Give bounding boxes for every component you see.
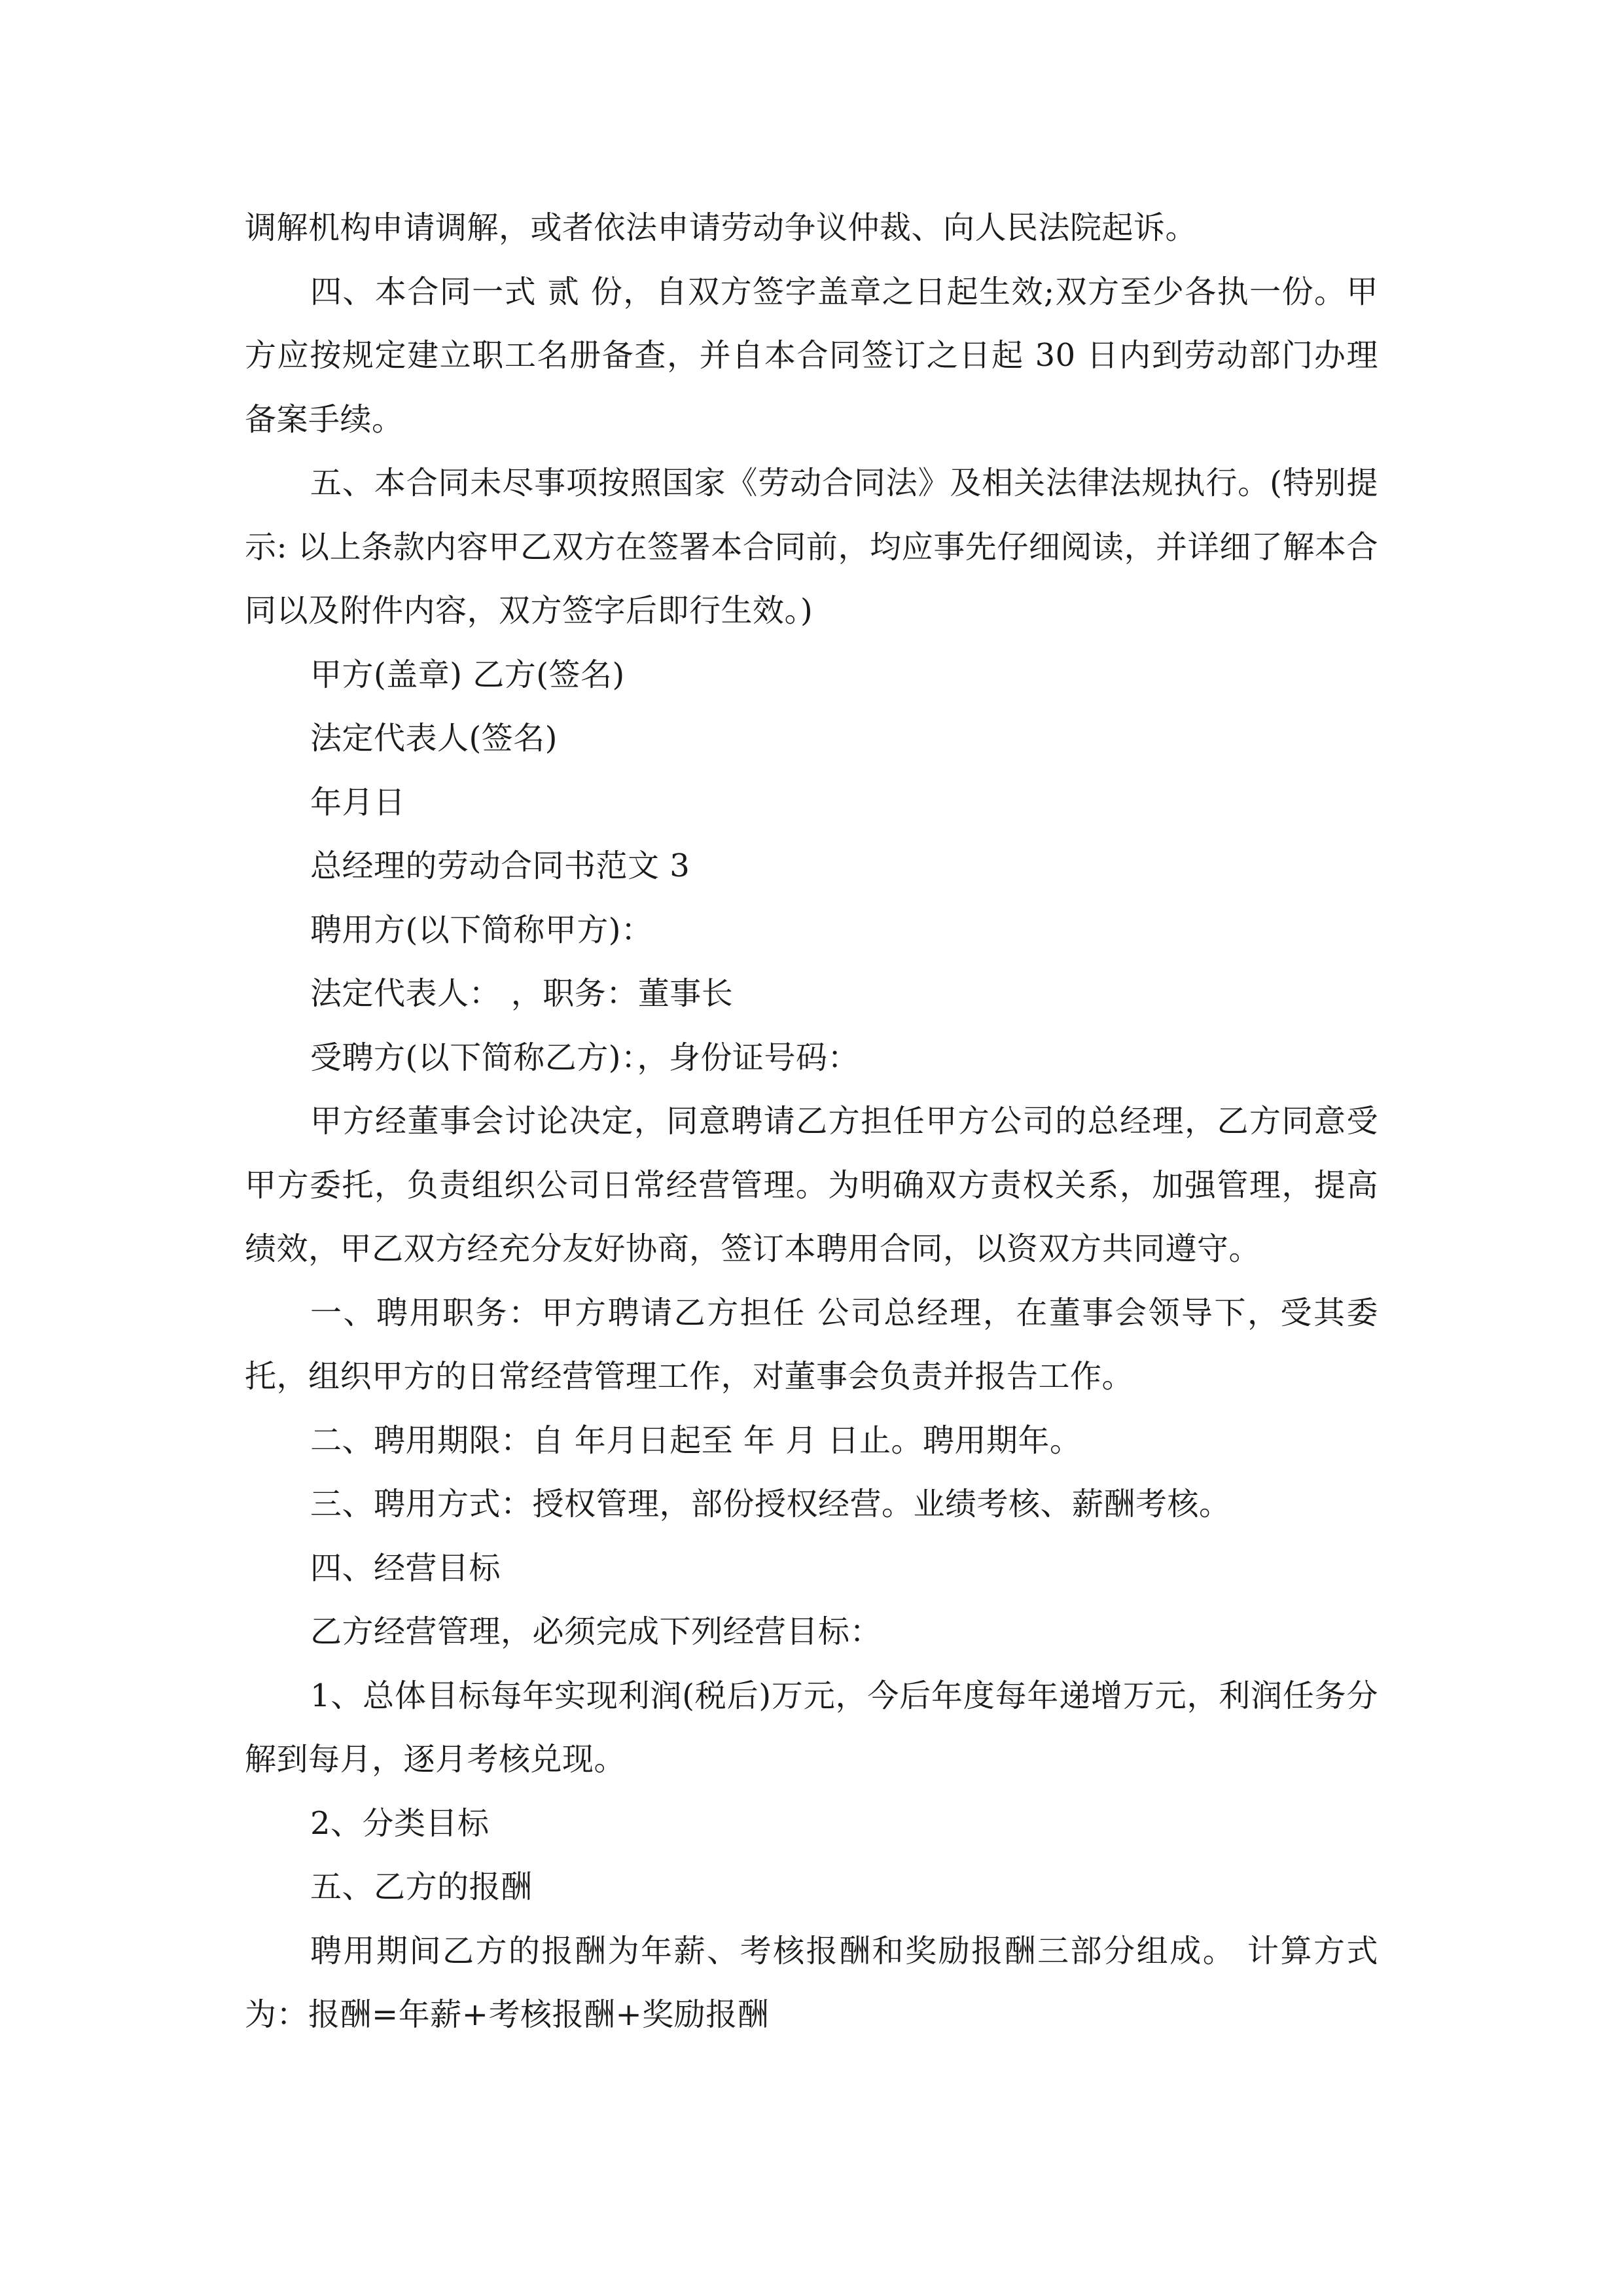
paragraph-clause-1-position: 一、聘用职务：甲方聘请乙方担任 公司总经理，在董事会领导下，受其委托，组织甲方的日常经营管理工作，对董事会负责并报告工作。 <box>245 1294 1378 1395</box>
paragraph-employee: 受聘方(以下简称乙方)：，身份证号码： <box>310 1039 859 1076</box>
section-title-sample-3: 总经理的劳动合同书范文 3 <box>310 848 690 884</box>
paragraph-target-overall: 1、总体目标每年实现利润(税后)万元，今后年度每年递增万元，利润任务分解到每月，逐月考核兑现。 <box>245 1677 1378 1778</box>
paragraph-targets-intro: 乙方经营管理，必须完成下列经营目标： <box>310 1613 882 1650</box>
paragraph-clause-2-term: 二、聘用期限：自 年月日起至 年 月 日止。聘用期年。 <box>310 1422 1082 1459</box>
paragraph-clause-5-unstated-matters: 五、本合同未尽事项按照国家《劳动合同法》及相关法律法规执行。(特别提示: 以上条款内容甲乙双方在签署本合同前，均应事先仔细阅读，并详细了解本合同以及附件内容，双方签字后即行生效。) <box>245 465 1378 629</box>
paragraph-target-category: 2、分类目标 <box>310 1804 490 1842</box>
paragraph-date: 年月日 <box>310 783 406 821</box>
document-body <box>245 196 1378 2047</box>
paragraph-clause-4-copies: 四、本合同一式 贰 份，自双方签字盖章之日起生效;双方至少各执一份。甲方应按规定建立职工名册备查，并自本合同签订之日起 30 日内到劳动部门办理备案手续。 <box>245 273 1378 438</box>
paragraph-clause-4-targets-heading: 四、经营目标 <box>310 1549 501 1587</box>
paragraph-legal-representative: 法定代表人： ，职务：董事长 <box>310 975 734 1012</box>
paragraph-clause-3-method: 三、聘用方式：授权管理，部份授权经营。业绩考核、薪酬考核。 <box>310 1486 1231 1522</box>
paragraph-mediation-continuation: 调解机构申请调解，或者依法申请劳动争议仲裁、向人民法院起诉。 <box>245 209 1198 246</box>
paragraph-legal-representative-signature: 法定代表人(签名) <box>310 720 558 757</box>
paragraph-preamble: 甲方经董事会讨论决定，同意聘请乙方担任甲方公司的总经理，乙方同意受甲方委托，负责组织公司日常经营管理。为明确双方责权关系，加强管理，提高绩效，甲乙双方经充分友好协商，签订本聘用合同，以资双方共同遵守。 <box>245 1103 1378 1267</box>
paragraph-signature-parties: 甲方(盖章) 乙方(签名) <box>310 656 625 693</box>
paragraph-compensation-formula: 聘用期间乙方的报酬为年薪、考核报酬和奖励报酬三部分组成。 计算方式为：报酬=年薪+考核报酬+奖励报酬 <box>245 1932 1378 2033</box>
paragraph-employer: 聘用方(以下简称甲方)： <box>310 911 653 948</box>
paragraph-clause-5-compensation-heading: 五、乙方的报酬 <box>310 1869 533 1905</box>
